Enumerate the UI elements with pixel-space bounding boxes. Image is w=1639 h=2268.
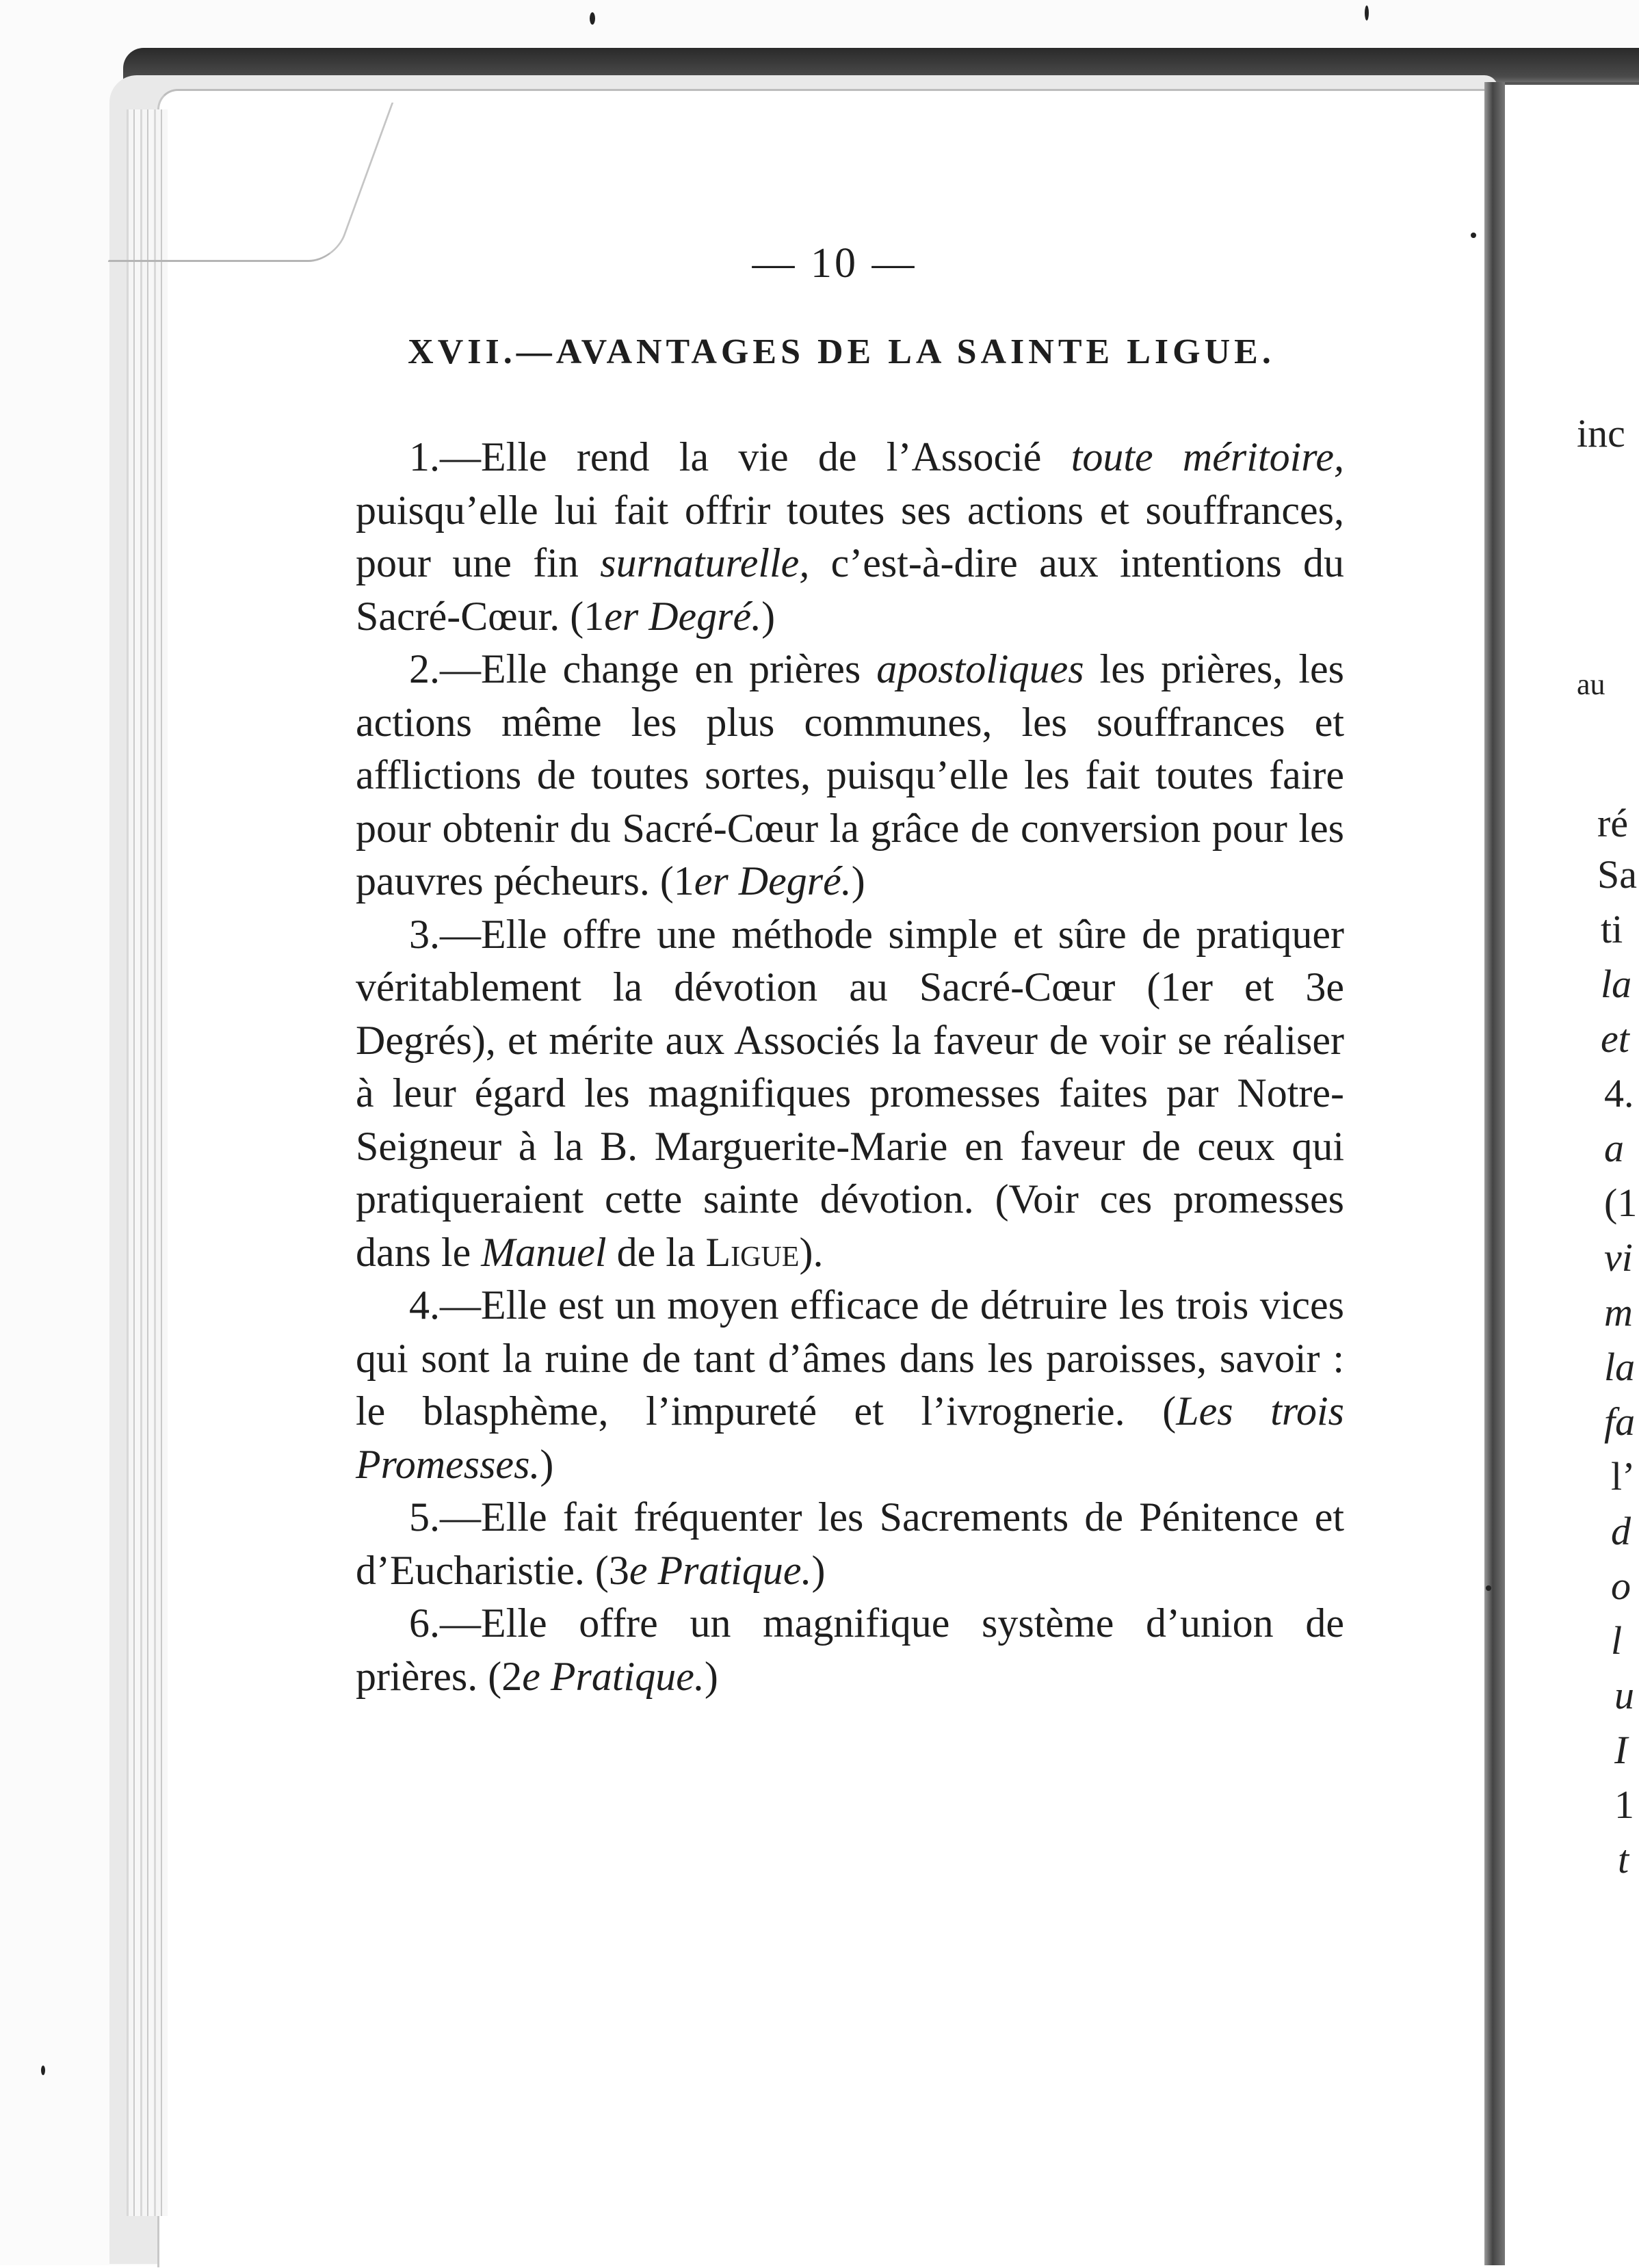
facing-page-fragment: la: [1601, 962, 1632, 1006]
facing-page-fragment: o: [1611, 1564, 1631, 1608]
italic-run: Manuel: [481, 1229, 607, 1275]
text-run: Elle fait fréquenter les Sacrements de Pénitence et d’Eucharistie. (3: [356, 1494, 1344, 1593]
paragraph-number: 1.—: [409, 434, 481, 479]
facing-page-fragment: 1: [1614, 1782, 1634, 1827]
facing-page-fragment: fa: [1604, 1399, 1636, 1444]
facing-page-fragment: inc: [1577, 411, 1625, 456]
facing-page-fragment: I: [1614, 1728, 1628, 1772]
text-run: ): [761, 593, 776, 639]
paragraph-number: 2.—: [409, 646, 481, 691]
facing-page-fragment: m: [1604, 1290, 1633, 1334]
text-run: Elle offre une méthode simple et sûre de pratiquer véritablement la dévotion au Sacré-Cœur (1er et 3e Degrés), et mérite aux Associés la faveur de voir se réaliser à leur égard les magnifiques promesses faites par Notre-Seigneur à la B. Marguerite-Marie en faveur de ceux qui pratiqueraient cette sainte dévotion. (Voir ces promesses dans le: [356, 911, 1344, 1275]
paragraph-1: [356, 431, 1344, 643]
text-run: ).: [799, 1229, 824, 1275]
italic-run: e Pratique.: [629, 1547, 812, 1593]
facing-page-fragment: vi: [1604, 1235, 1633, 1280]
facing-page-fragment: au: [1577, 668, 1605, 701]
section-title: XVII.—AVANTAGES DE LA SAINTE LIGUE.: [408, 332, 1275, 371]
text-run: de la: [606, 1229, 706, 1275]
italic-run: apostoliques: [876, 646, 1084, 691]
italic-run: er Degré.: [604, 593, 762, 639]
text-run: Elle est un moyen efficace de détruire les trois vices qui sont la ruine de tant d’âmes dans les paroisses, savoir : le blasphème, l’impureté et l’ivrognerie. (: [356, 1282, 1344, 1434]
paragraph-3: [356, 908, 1344, 1280]
text-run: ): [811, 1547, 826, 1593]
text-run: Elle change en prières: [481, 646, 877, 691]
facing-page-fragment: Sa: [1597, 852, 1637, 897]
facing-page-fragment: a: [1604, 1126, 1624, 1170]
text-run: c’est-à-dire aux intentions du Sacré-Cœur. (1: [356, 540, 1344, 639]
book-gutter: [1484, 82, 1505, 2265]
italic-run: toute méritoire,: [1071, 434, 1345, 479]
text-run: ): [704, 1653, 718, 1699]
paragraph-number: 6.—: [409, 1600, 481, 1646]
facing-page-fragment: d: [1611, 1509, 1631, 1553]
italic-run: er Degré.: [694, 858, 852, 904]
facing-page-fragment: et: [1601, 1016, 1629, 1061]
italic-run: e Pratique.: [522, 1653, 705, 1699]
text-run: Elle rend la vie de l’Associé: [481, 434, 1071, 479]
paragraph-5: [356, 1491, 1344, 1597]
italic-run: surnaturelle,: [600, 540, 810, 585]
facing-page-fragment: u: [1614, 1673, 1634, 1717]
text-run: Elle offre un magnifique système d’union de prières. (2: [356, 1600, 1344, 1699]
facing-page-fragment: ré: [1597, 801, 1629, 845]
paragraph-number: 3.—: [409, 911, 481, 957]
text-run: puisqu’elle lui fait offrir toutes ses actions et souffrances, pour une fin: [356, 487, 1344, 585]
text-run: ): [851, 858, 865, 904]
paragraph-6: [356, 1597, 1344, 1703]
facing-page-fragment: 4.: [1604, 1071, 1634, 1116]
scan-speck: [1365, 5, 1369, 21]
facing-page-fragment: (1: [1604, 1181, 1638, 1225]
facing-page-fragment: l: [1611, 1618, 1623, 1663]
paragraph-number: 4.—: [409, 1282, 481, 1328]
facing-page-fragment: l’: [1611, 1454, 1636, 1499]
facing-page-fragment: la: [1604, 1345, 1636, 1389]
text-run: les prières, les actions même les plus communes, les souffrances et afflictions de toutes sortes, puisqu’elle les fait toutes faire pour obtenir du Sacré-Cœur la grâce de conversion pour les pauvres pécheurs. (1: [356, 646, 1345, 904]
paragraph-number: 5.—: [409, 1494, 481, 1540]
page-edges: [127, 109, 168, 2216]
scan-speck: [590, 12, 595, 25]
scan-speck: [1486, 1585, 1491, 1591]
facing-page-fragment: t: [1618, 1837, 1629, 1882]
paragraph-2: [356, 643, 1344, 908]
scan-speck: [41, 2066, 45, 2075]
text-run: ): [540, 1441, 554, 1487]
scan-speck: [1471, 233, 1476, 238]
paragraph-4: [356, 1279, 1344, 1491]
small-caps-run: Ligue: [705, 1229, 800, 1275]
facing-page-fragment: ti: [1601, 907, 1623, 951]
page-number-header: — 10 —: [752, 240, 917, 287]
italic-run: Les trois Promesses.: [356, 1388, 1345, 1487]
body-text: [356, 431, 1344, 1703]
